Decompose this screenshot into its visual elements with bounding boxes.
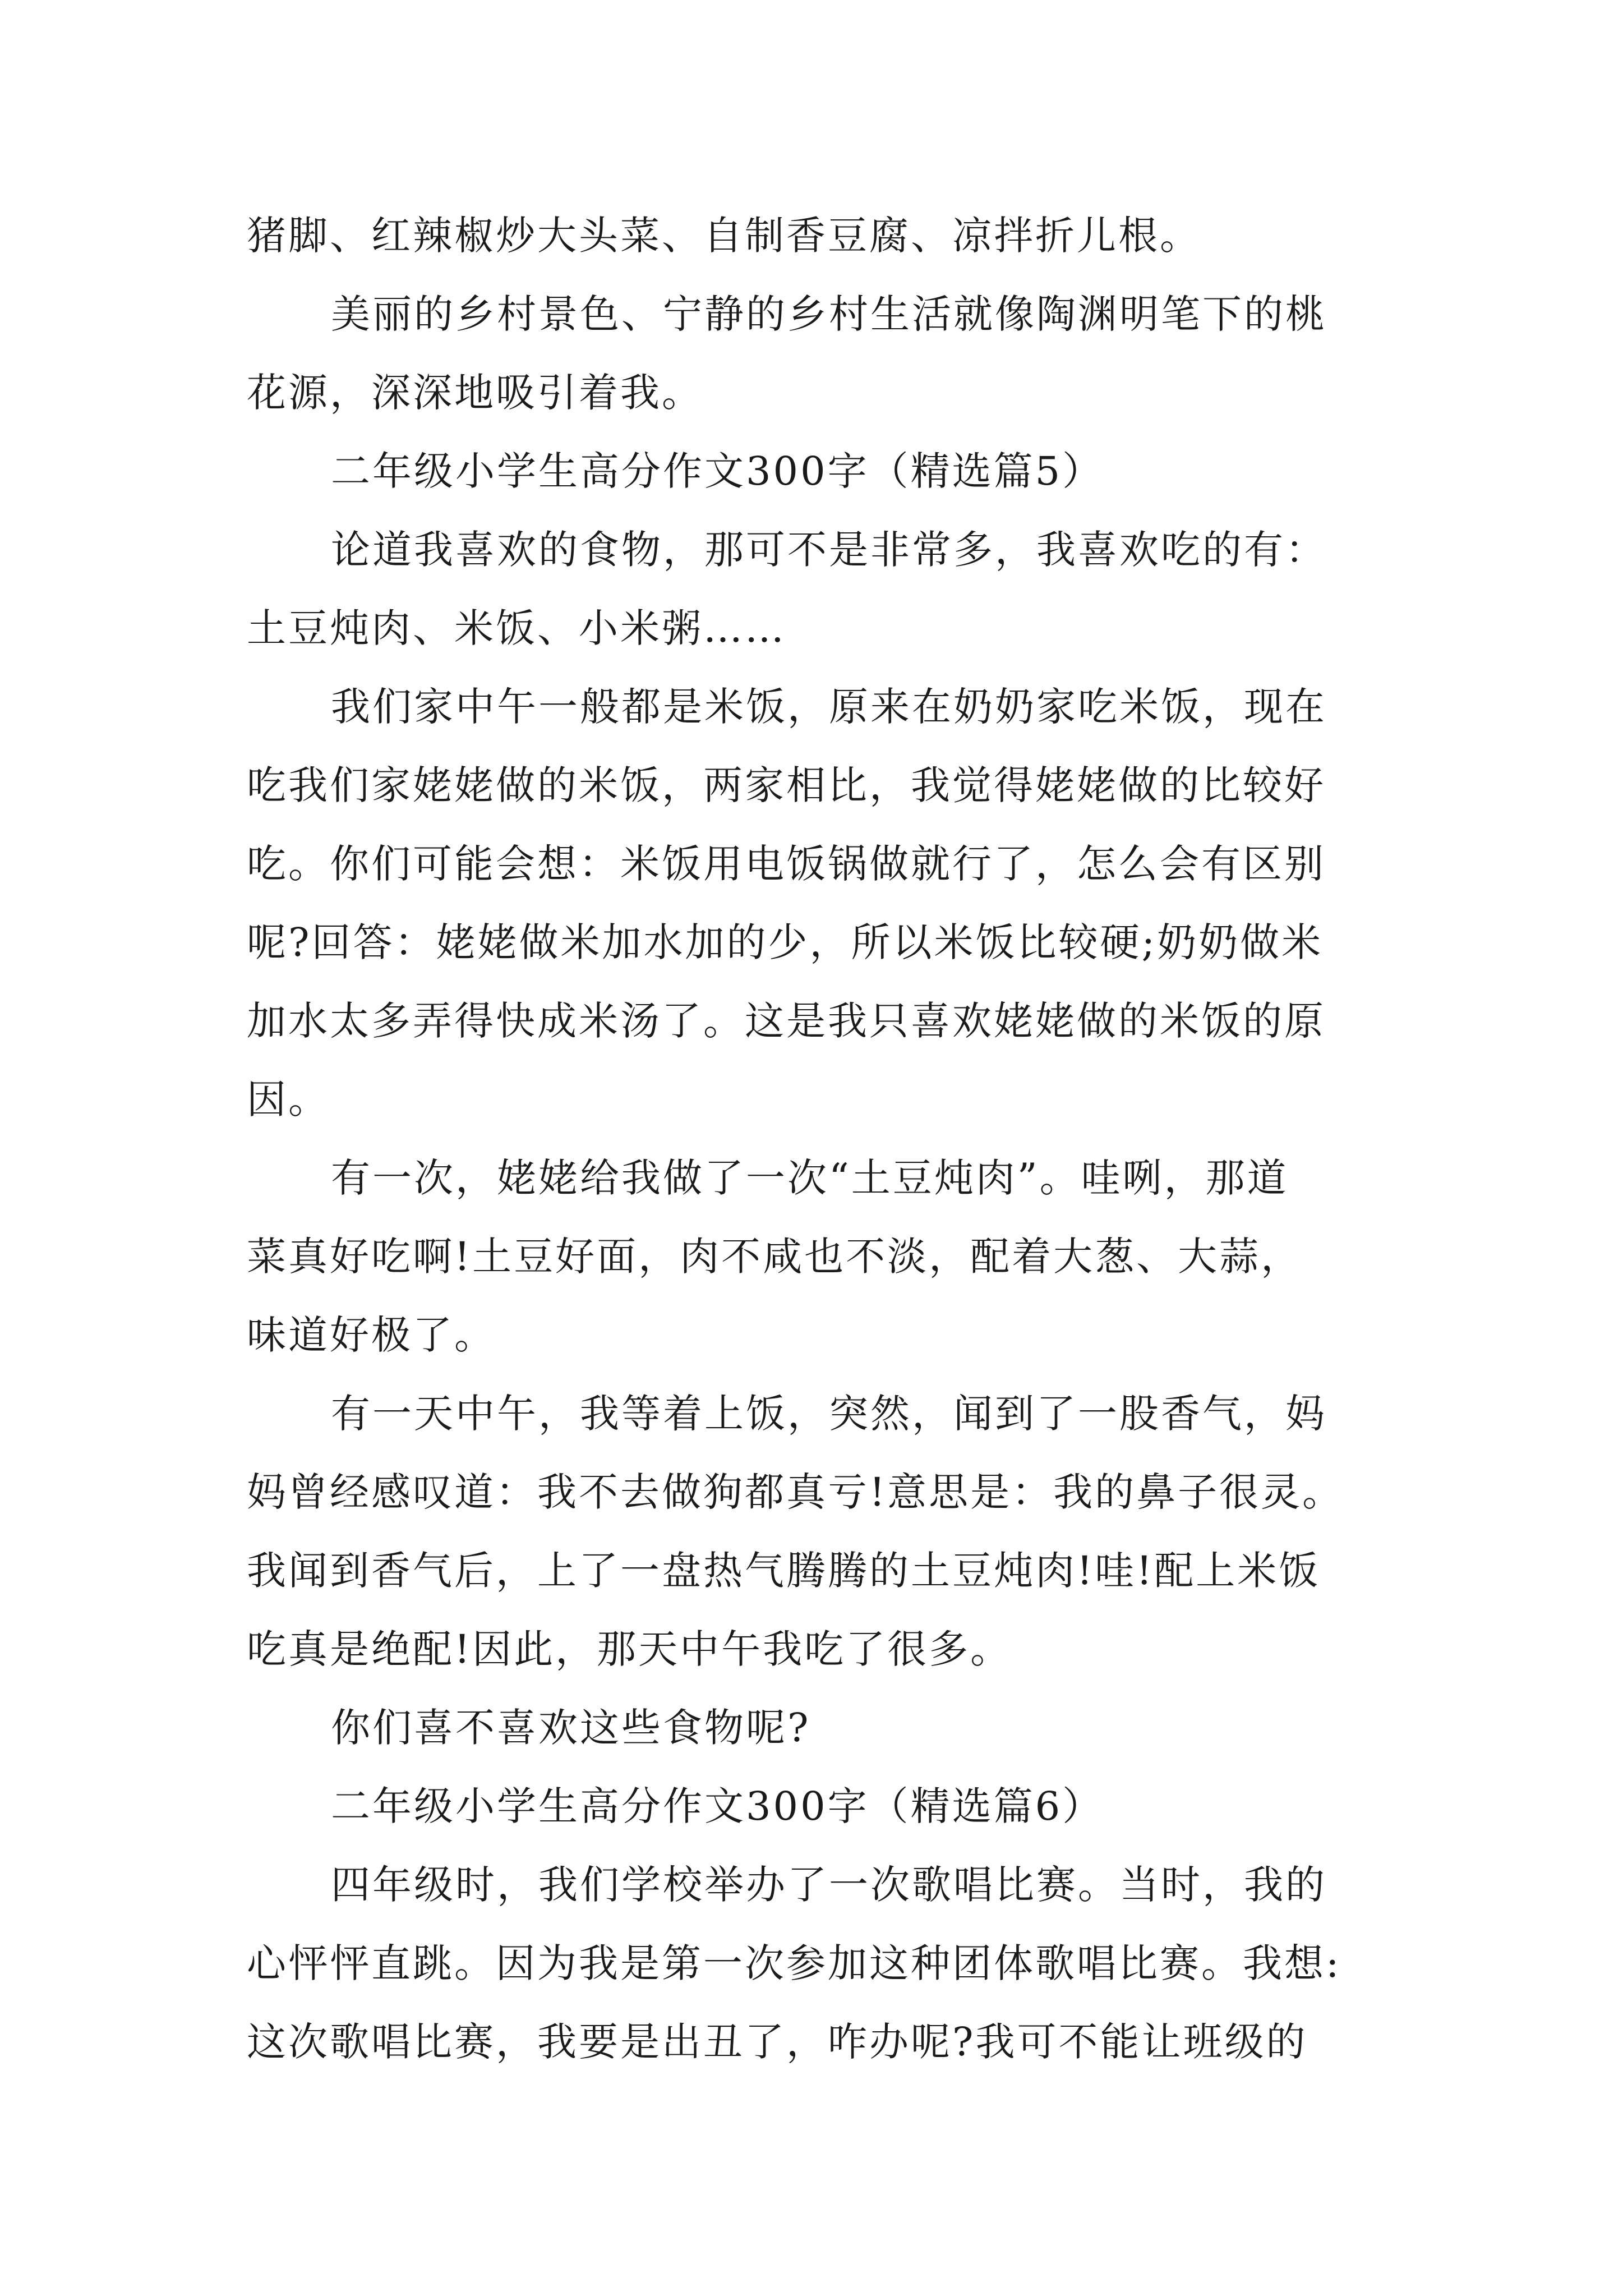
text-line: 味道好极了。 (247, 1312, 496, 1358)
text-line: 因。 (247, 1076, 330, 1122)
text-line: 你们喜不喜欢这些食物呢? (331, 1705, 811, 1751)
text-line: 呢?回答：姥姥做米加水加的少，所以米饭比较硬;奶奶做米 (247, 919, 1324, 965)
text-line: 这次歌唱比赛，我要是出丑了，咋办呢?我可不能让班级的 (247, 2019, 1308, 2065)
text-line: 四年级时，我们学校举办了一次歌唱比赛。当时，我的 (331, 1862, 1327, 1908)
text-line: 加水太多弄得快成米汤了。这是我只喜欢姥姥做的米饭的原 (247, 998, 1326, 1044)
text-line: 猪脚、红辣椒炒大头菜、自制香豆腐、凉拌折儿根。 (247, 213, 1201, 259)
section-heading: 二年级小学生高分作文300字（精选篇5） (331, 448, 1104, 494)
text-line: 心怦怦直跳。因为我是第一次参加这种团体歌唱比赛。我想: (247, 1940, 1341, 1986)
text-line: 我们家中午一般都是米饭，原来在奶奶家吃米饭，现在 (331, 684, 1327, 730)
text-line: 土豆炖肉、米饭、小米粥…… (247, 605, 786, 651)
text-line: 花源，深深地吸引着我。 (247, 370, 703, 416)
text-line: 吃真是绝配!因此，那天中午我吃了很多。 (247, 1626, 1012, 1672)
text-line: 论道我喜欢的食物，那可不是非常多，我喜欢吃的有： (331, 527, 1327, 573)
text-line: 吃。你们可能会想：米饭用电饭锅做就行了，怎么会有区别 (247, 841, 1326, 887)
text-line: 菜真好吃啊!土豆好面，肉不咸也不淡，配着大葱、大蒜， (247, 1234, 1303, 1280)
text-line: 有一天中午，我等着上饭，突然，闻到了一股香气，妈 (331, 1391, 1327, 1437)
document-body (247, 196, 1402, 2081)
text-line: 妈曾经感叹道：我不去做狗都真亏!意思是：我的鼻子很灵。 (247, 1469, 1344, 1515)
text-line: 我闻到香气后，上了一盘热气腾腾的土豆炖肉!哇!配上米饭 (247, 1548, 1321, 1594)
text-line: 有一次，姥姥给我做了一次“土豆炖肉”。哇咧，那道 (331, 1155, 1289, 1201)
text-line: 美丽的乡村景色、宁静的乡村生活就像陶渊明笔下的桃 (331, 291, 1327, 337)
section-heading: 二年级小学生高分作文300字（精选篇6） (331, 1783, 1104, 1829)
text-line: 吃我们家姥姥做的米饭，两家相比，我觉得姥姥做的比较好 (247, 762, 1326, 808)
